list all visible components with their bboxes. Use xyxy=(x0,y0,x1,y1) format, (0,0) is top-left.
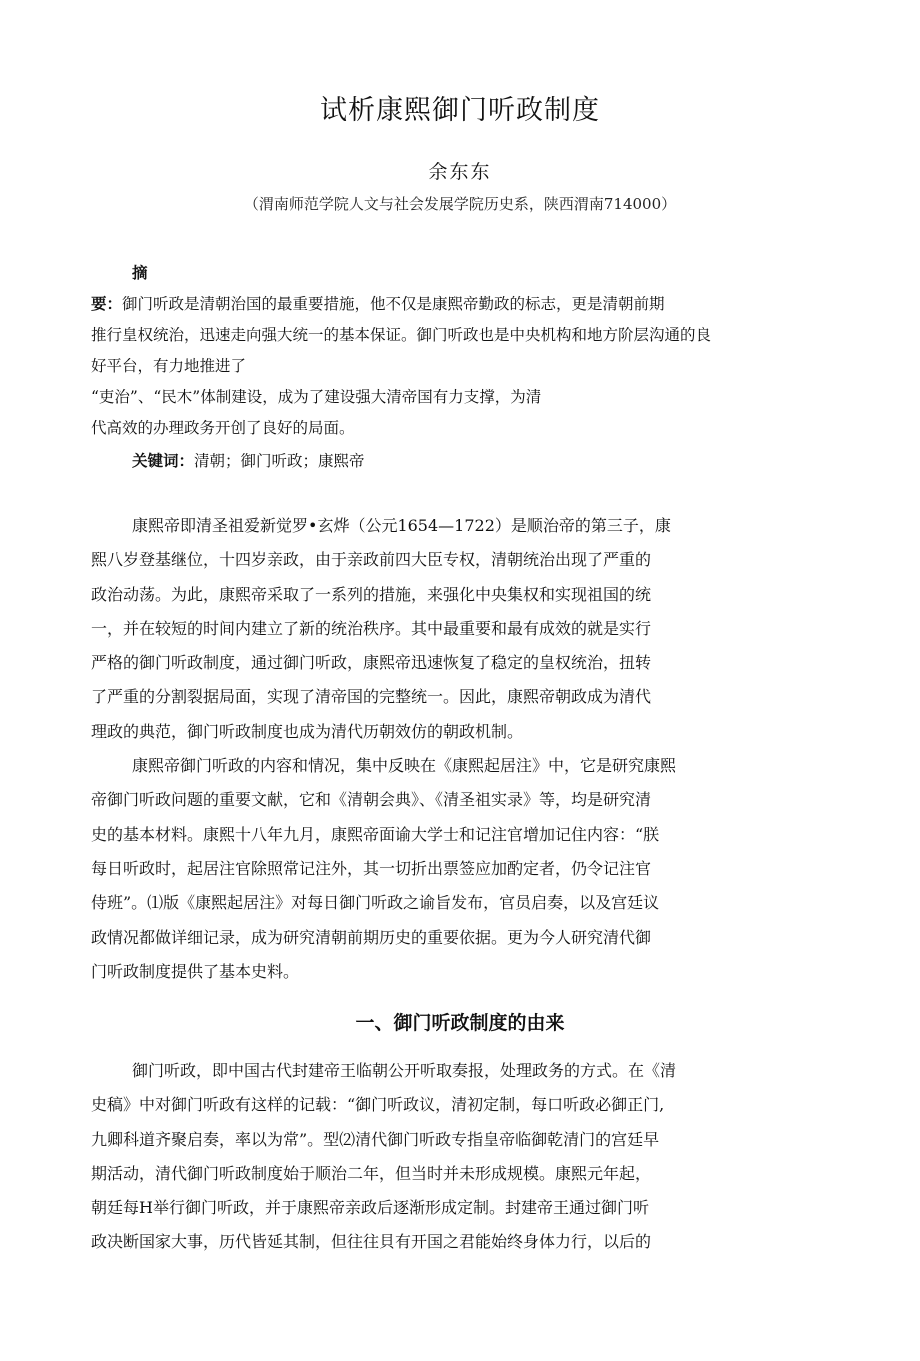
keywords-line xyxy=(91,446,826,477)
author-name: 余东东 xyxy=(428,161,492,183)
paragraph-line: 一，并在较短的时间内建立了新的统治秩序。其中最重要和最有成效的就是实行 xyxy=(91,618,652,638)
abstract-line: 推行皇权统治，迅速走向强大统一的基本保证。御门听政也是中央机构和地方阶层沟通的良 xyxy=(91,326,712,344)
paragraph-line: 熙八岁登基继位，十四岁亲政，由于亲政前四大臣专权，清朝统治出现了严重的 xyxy=(91,550,652,570)
paragraph-line: 期活动，清代御门听政制度始于顺治二年，但当时并未形成规模。康熙元年起， xyxy=(91,1163,652,1183)
abstract-line: 代高效的办理政务开创了良好的局面。 xyxy=(91,419,355,437)
paragraph-line: 朝廷每H举行御门听政，并于康熙帝亲政后逐渐形成定制。封建帝王通过御门听 xyxy=(91,1198,649,1218)
abstract-line: 好平台，有力地推进了 xyxy=(91,357,247,375)
paragraph-line: 帝御门听政问题的重要文献，它和《清朝会典》、《清圣祖实录》等，均是研究清 xyxy=(91,790,652,810)
paragraph-line: 政情况都做详细记录，成为研究清朝前期历史的重要依据。更为今人研究清代御 xyxy=(91,927,652,947)
paragraph-line: 九卿科道齐聚启奏，率以为常”。型⑵清代御门听政专指皇帝临御乾清门的宫廷早 xyxy=(91,1129,660,1149)
paragraph-line: 理政的典范，御门听政制度也成为清代历朝效仿的朝政机制。 xyxy=(91,721,524,741)
paragraph-line: 严格的御门听政制度，通过御门听政，康熙帝迅速恢复了稳定的皇权统治，扭转 xyxy=(91,653,652,673)
paragraph-line: 侍班”。⑴版《康熙起居注》对每日御门听政之谕旨发布，官员启奏，以及宫廷议 xyxy=(91,893,660,913)
paragraph-line: 御门听政，即中国古代封建帝王临朝公开听取奏报，处理政务的方式。在《清 xyxy=(132,1061,677,1080)
paragraph-line: 门听政制度提供了基本史料。 xyxy=(91,961,300,981)
keywords-label: 关键词： xyxy=(132,452,195,470)
author-affiliation: （渭南师范学院人文与社会发展学院历史系，陕西渭南714000） xyxy=(243,195,677,213)
paragraph-line: 政治动荡。为此，康熙帝采取了一系列的措施，来强化中央集权和实现祖国的统 xyxy=(91,584,652,604)
abstract-line: “吏治”、“民木”体制建设，成为了建设强大清帝国有力支撑，为清 xyxy=(91,388,542,406)
keywords-text: 清朝；御门听政；康熙帝 xyxy=(194,452,365,470)
paragraph-line: 史的基本材料。康熙十八年九月，康熙帝面谕大学士和记注官增加记住内容：“朕 xyxy=(91,824,660,844)
paragraph-line: 康熙帝即清圣祖爱新觉罗•玄烨（公元1654—1722）是顺治帝的第三子，康 xyxy=(132,516,671,535)
paragraph-line: 康熙帝御门听政的内容和情况，集中反映在《康熙起居注》中，它是研究康熙 xyxy=(132,756,677,776)
paragraph-line: 每日听政时，起居注官除照常记注外，其一切折出票签应加酌定者，仍令记注官 xyxy=(91,858,652,878)
abstract-line xyxy=(91,289,826,320)
abstract-label-yao: 要： xyxy=(91,295,123,313)
paragraph-line: 政决断国家大事，历代皆延其制，但往往貝有开国之君能始终身体力行，以后的 xyxy=(91,1232,652,1252)
abstract-label-zhai: 摘 xyxy=(132,264,148,282)
paper-title: 试析康熙御门听政制度 xyxy=(320,95,600,126)
abstract-text: 御门听政是清朝治国的最重要措施，他不仅是康熙帝勤政的标志，更是清朝前期 xyxy=(122,295,665,313)
section-heading: 一、御门听政制度的由来 xyxy=(355,1012,565,1034)
paragraph-line: 了严重的分割裂据局面，实现了清帝国的完整统一。因此，康熙帝朝政成为清代 xyxy=(91,687,652,707)
paragraph-line: 史稿》中对御门听政有这样的记载：“御门听政议，清初定制，每口听政必御正门, xyxy=(91,1095,665,1115)
section-body xyxy=(91,1054,791,1260)
abstract-block xyxy=(91,258,826,477)
body-intro xyxy=(91,509,791,989)
